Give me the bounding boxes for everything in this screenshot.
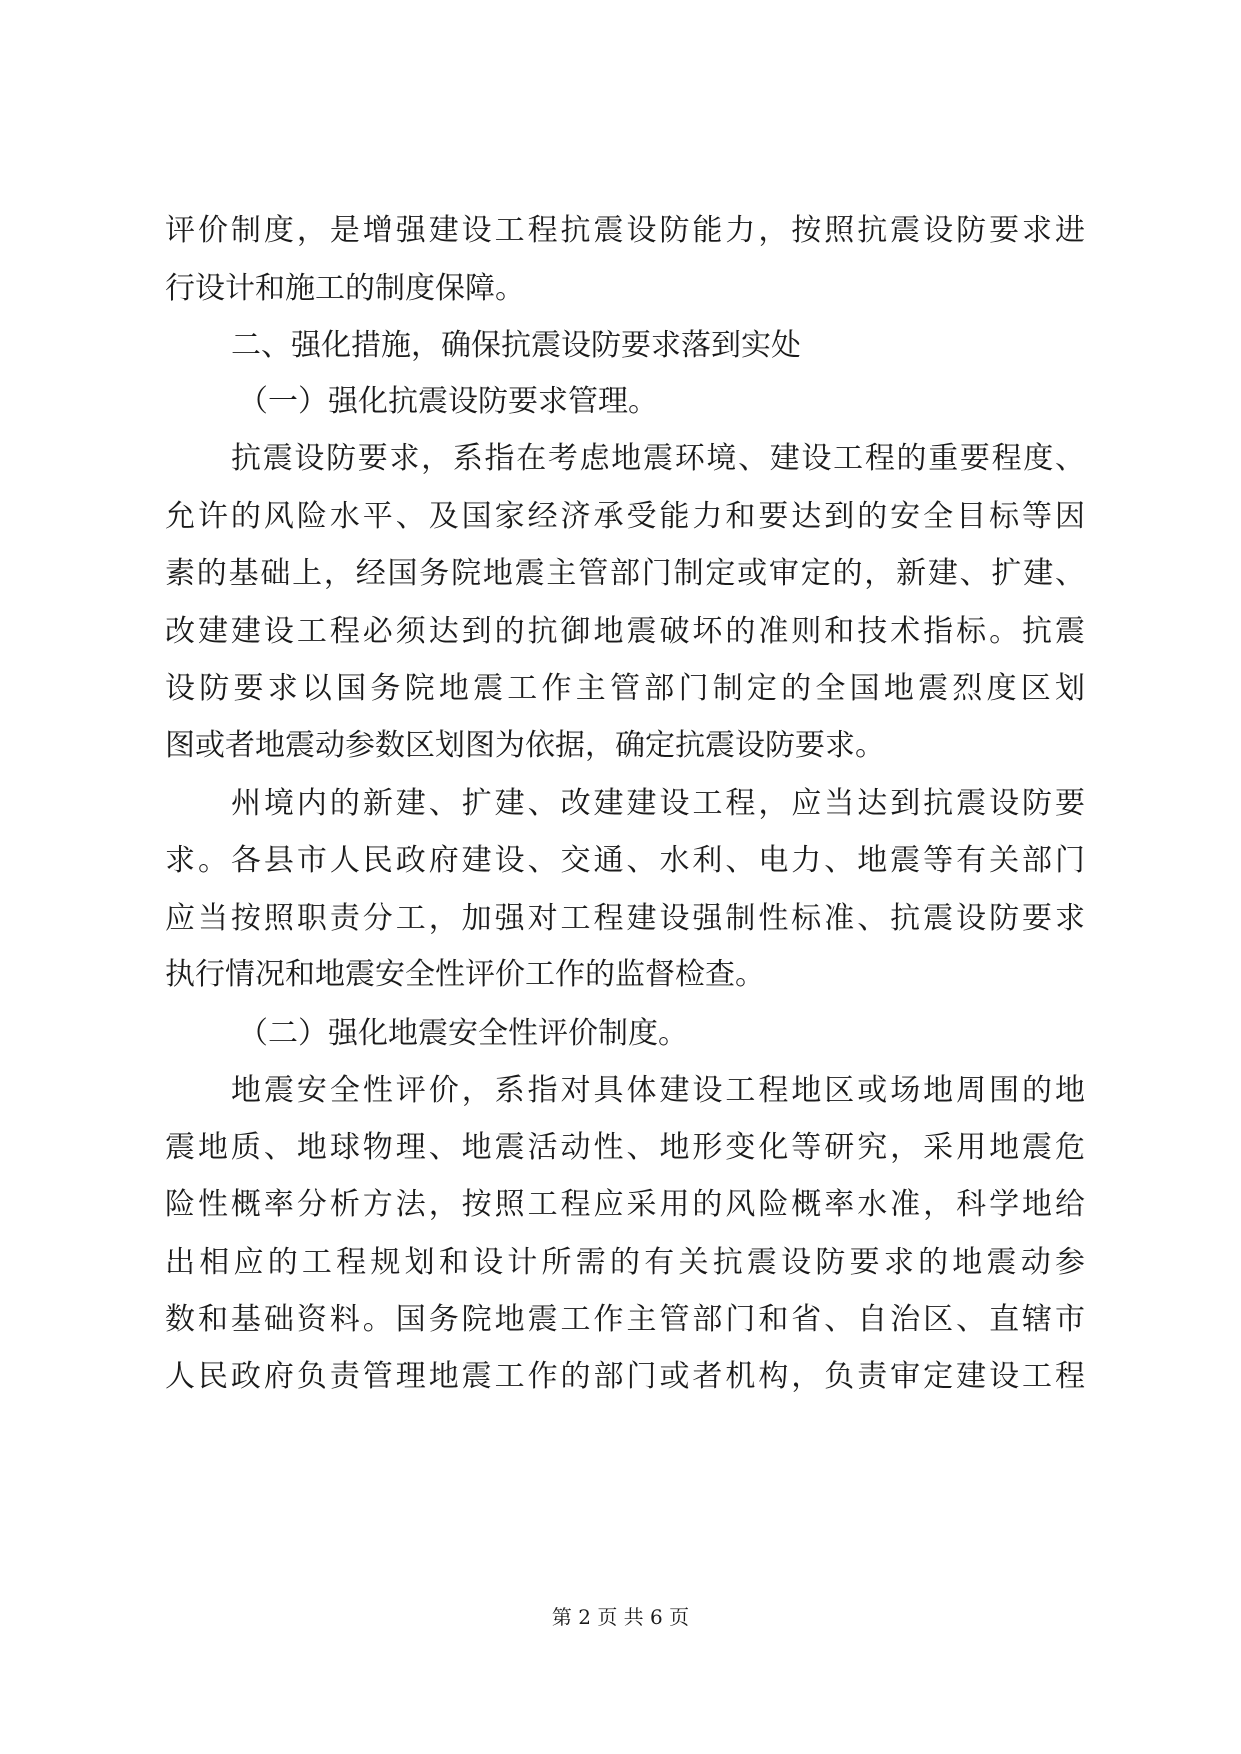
body-line: 震地质、地球物理、地震活动性、地形变化等研究，采用地震危 xyxy=(165,1130,1085,1165)
body-line: 设防要求以国务院地震工作主管部门制定的全国地震烈度区划 xyxy=(165,671,1085,706)
body-line: 素的基础上，经国务院地震主管部门制定或审定的，新建、扩建、 xyxy=(165,556,1085,591)
body-line: 抗震设防要求，系指在考虑地震环境、建设工程的重要程度、 xyxy=(231,441,1085,476)
body-line: 地震安全性评价，系指对具体建设工程地区或场地周围的地 xyxy=(231,1073,1085,1108)
body-line: 数和基础资料。国务院地震工作主管部门和省、自治区、直辖市 xyxy=(165,1302,1085,1337)
body-line: 州境内的新建、扩建、改建建设工程，应当达到抗震设防要 xyxy=(231,786,1085,821)
subsection-heading: （二）强化地震安全性评价制度。 xyxy=(238,1016,688,1051)
body-line: 求。各县市人民政府建设、交通、水利、电力、地震等有关部门 xyxy=(165,843,1085,878)
page-number-footer: 第 2 页 共 6 页 xyxy=(551,1605,690,1629)
section-heading: 二、强化措施，确保抗震设防要求落到实处 xyxy=(231,328,801,363)
body-line: 人民政府负责管理地震工作的部门或者机构，负责审定建设工程 xyxy=(165,1359,1085,1394)
body-line: 图或者地震动参数区划图为依据，确定抗震设防要求。 xyxy=(165,728,885,763)
body-line: 执行情况和地震安全性评价工作的监督检查。 xyxy=(165,957,765,992)
body-line: 行设计和施工的制度保障。 xyxy=(165,271,525,306)
body-line: 出相应的工程规划和设计所需的有关抗震设防要求的地震动参 xyxy=(165,1245,1085,1280)
body-line: 改建建设工程必须达到的抗御地震破坏的准则和技术指标。抗震 xyxy=(165,614,1085,649)
body-line: 评价制度，是增强建设工程抗震设防能力，按照抗震设防要求进 xyxy=(165,213,1085,248)
subsection-heading: （一）强化抗震设防要求管理。 xyxy=(238,384,658,419)
body-line: 险性概率分析方法，按照工程应采用的风险概率水准，科学地给 xyxy=(165,1187,1085,1222)
body-line: 允许的风险水平、及国家经济承受能力和要达到的安全目标等因 xyxy=(165,499,1085,534)
body-line: 应当按照职责分工，加强对工程建设强制性标准、抗震设防要求 xyxy=(165,901,1085,936)
